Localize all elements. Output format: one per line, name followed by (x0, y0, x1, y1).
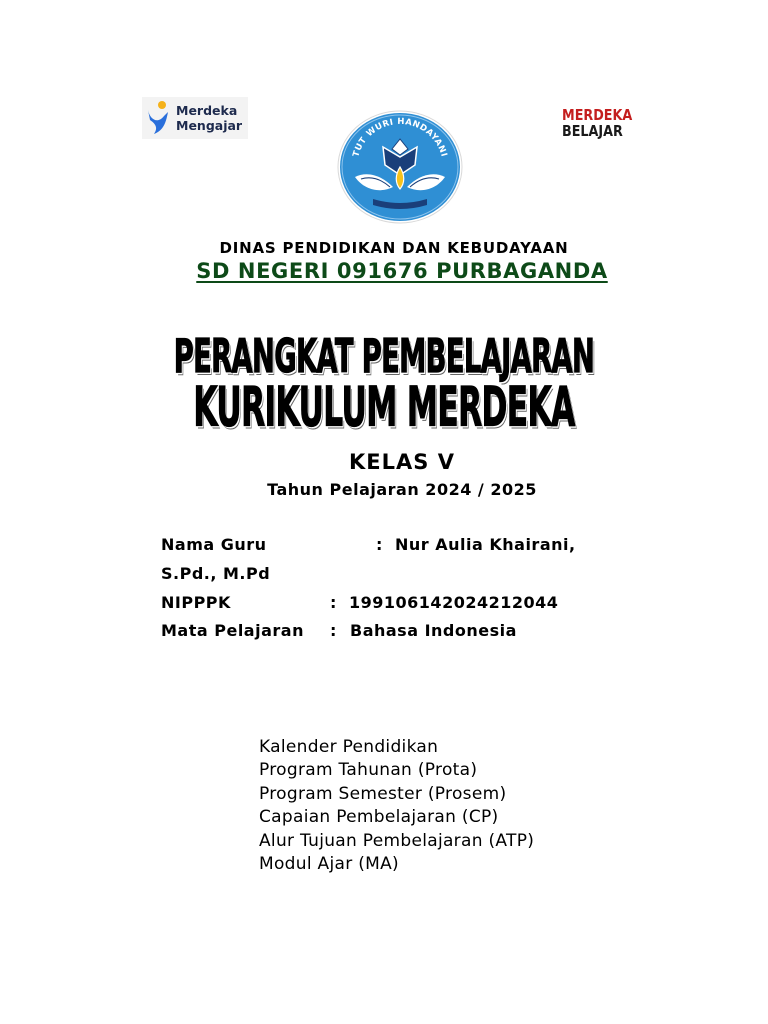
document-title-line2: KURIKULUM MERDEKA (193, 376, 575, 439)
list-item-label: Program Tahunan (Prota) (259, 760, 478, 781)
mm-line2: Mengajar (176, 118, 243, 133)
merdeka-mengajar-logo (142, 97, 248, 139)
list-item-label: Capaian Pembelajaran (CP) (259, 807, 499, 828)
merdeka-belajar-logo (562, 106, 633, 143)
merdeka-mengajar-wordmark (176, 103, 242, 133)
list-item (218, 759, 534, 783)
mb-line1: MERDEKA (562, 106, 633, 124)
list-item (218, 829, 534, 853)
list-item-label: Program Semester (Prosem) (259, 783, 507, 804)
list-item (218, 853, 534, 877)
list-item (218, 782, 534, 806)
mm-line1: Merdeka (176, 103, 238, 118)
school-name (18, 259, 768, 283)
agency-name: DINAS PENDIDIKAN DAN KEBUDAYAAN (219, 239, 569, 257)
teacher-name-separator: : (376, 535, 383, 554)
list-item-label: Modul Ajar (MA) (259, 854, 399, 875)
tut-wuri-handayani-emblem-icon (335, 109, 465, 225)
list-item-label: Alur Tujuan Pembelajaran (ATP) (259, 830, 535, 851)
class-label: KELAS V (349, 450, 455, 474)
document-list (218, 735, 534, 876)
subject-separator: : (330, 621, 337, 640)
document-title-line1: PERANGKAT PEMBELAJARAN (173, 330, 595, 384)
academic-year: Tahun Pelajaran 2024 / 2025 (267, 480, 537, 499)
nip-value: 199106142024212044 (349, 593, 559, 612)
merdeka-mengajar-mark-icon (144, 98, 174, 138)
list-item (218, 735, 534, 759)
school-name-text: SD NEGERI 091676 PURBAGANDA (196, 259, 608, 283)
nip-label: NIPPPK (161, 593, 231, 612)
teacher-name-value-continued: S.Pd., M.Pd (161, 564, 271, 583)
emblem-arc-text: TUT WURI HANDAYANI (351, 116, 449, 159)
subject-label: Mata Pelajaran (161, 621, 304, 640)
nip-separator: : (330, 593, 337, 612)
subject-value: Bahasa Indonesia (350, 621, 517, 640)
list-item (218, 806, 534, 830)
teacher-name-value: Nur Aulia Khairani, (395, 535, 576, 554)
mb-line2: BELAJAR (562, 122, 623, 140)
teacher-name-label: Nama Guru (161, 535, 267, 554)
list-item-label: Kalender Pendidikan (259, 736, 439, 757)
